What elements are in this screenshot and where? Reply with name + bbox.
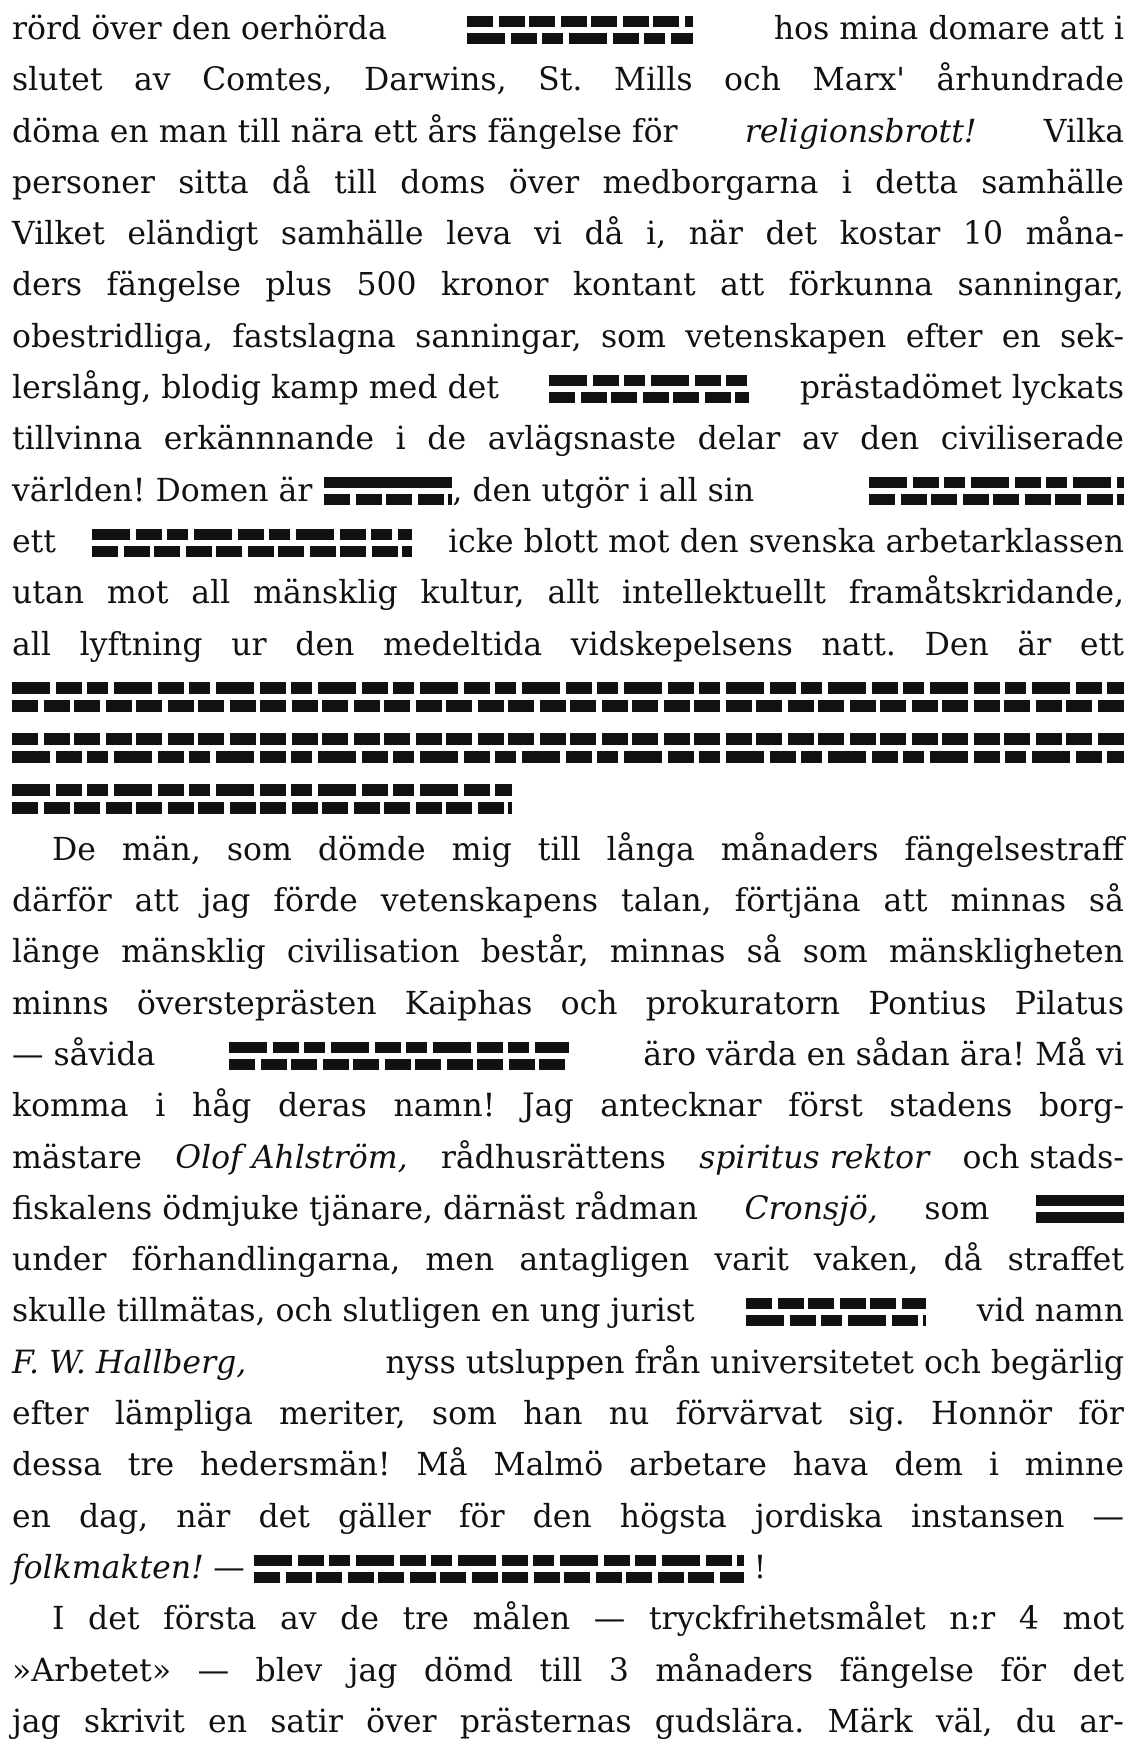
- word: för: [1078, 1396, 1124, 1433]
- word: förvärvat: [675, 1396, 823, 1433]
- word: för: [458, 1498, 505, 1535]
- word: de: [427, 421, 467, 458]
- word: och: [560, 985, 618, 1022]
- text-segment: som: [924, 1190, 990, 1227]
- word: Pilatus: [1014, 985, 1124, 1022]
- text-line: [12, 620, 1124, 671]
- word: översteprästen: [136, 985, 377, 1022]
- word: medborgarna: [602, 164, 819, 201]
- word: första: [163, 1601, 257, 1638]
- word: över: [366, 1703, 437, 1740]
- word: fängelse: [839, 1652, 974, 1689]
- word: kultur,: [420, 575, 525, 612]
- censored-text: [746, 1298, 926, 1326]
- word: förtjäna: [734, 883, 861, 920]
- word: Må: [416, 1447, 468, 1484]
- word: förde: [273, 883, 358, 920]
- text-segment: lerslång, blodig kamp med det: [12, 370, 499, 407]
- censored-text: [12, 682, 1124, 712]
- word: straffet: [1007, 1242, 1124, 1279]
- word: gäller: [337, 1498, 431, 1535]
- word: kostar: [839, 216, 941, 253]
- word: hava: [792, 1447, 869, 1484]
- word: det: [258, 1498, 310, 1535]
- censored-text: [254, 1555, 744, 1583]
- text-line: [12, 158, 1124, 209]
- word: kontant: [572, 267, 696, 304]
- word: den: [532, 1498, 592, 1535]
- word: instansen: [911, 1498, 1065, 1535]
- censored-text: [869, 477, 1124, 505]
- word: först: [788, 1088, 863, 1125]
- word: utan: [12, 575, 85, 612]
- word: skrivit: [83, 1703, 185, 1740]
- word: därför: [12, 883, 112, 920]
- word: Pontius: [868, 985, 987, 1022]
- word: tre: [402, 1601, 449, 1638]
- word: antecknar: [600, 1088, 762, 1125]
- text-line: [12, 1492, 1124, 1543]
- word: stadens: [889, 1088, 1013, 1125]
- word: ders: [12, 267, 83, 304]
- word: sanningar,: [415, 318, 582, 355]
- word: satir: [270, 1703, 343, 1740]
- word: så: [746, 934, 782, 971]
- word: den: [860, 421, 920, 458]
- censored-line: [12, 671, 1124, 722]
- italic-name: Olof Ahlström,: [175, 1139, 408, 1176]
- text-segment: ett: [12, 523, 56, 560]
- word: mänskligheten: [888, 934, 1124, 971]
- text-line: [12, 1543, 1124, 1594]
- word: håg: [192, 1088, 252, 1125]
- word: Honnör: [931, 1396, 1053, 1433]
- censored-line: [12, 773, 1124, 824]
- word: delar: [697, 421, 781, 458]
- word: som: [600, 318, 666, 355]
- text-line: [12, 1338, 1124, 1389]
- word: eländigt: [127, 216, 259, 253]
- text-segment: , den utgör i all sin: [452, 472, 755, 509]
- word: —: [1092, 1498, 1124, 1535]
- word: Vilket: [12, 216, 105, 253]
- word: talan,: [621, 883, 712, 920]
- text-line: [12, 1133, 1124, 1184]
- word: vaken,: [813, 1242, 919, 1279]
- censored-text: [549, 375, 749, 403]
- word: förhandlingarna,: [131, 1242, 401, 1279]
- censored-text: [92, 529, 412, 557]
- word: tryckfrihetsmålet: [648, 1601, 926, 1638]
- text-line: [12, 1697, 1124, 1748]
- word: I: [52, 1601, 65, 1638]
- word: samhälle: [280, 216, 424, 253]
- word: tre: [127, 1447, 175, 1484]
- censored-text: [12, 733, 1124, 763]
- word: mänsklig: [253, 575, 398, 612]
- text-line: [12, 1594, 1124, 1645]
- word: dag,: [79, 1498, 149, 1535]
- word: till: [537, 831, 581, 868]
- word: De: [52, 831, 96, 868]
- word: civiliserade: [940, 421, 1124, 458]
- word: framåtskridande,: [848, 575, 1124, 612]
- word: då: [271, 164, 311, 201]
- text-segment: nyss utsluppen från universitetet och begärlig: [385, 1344, 1124, 1381]
- word: jag: [348, 1652, 398, 1689]
- word: St.: [538, 62, 583, 99]
- text-line: [12, 568, 1124, 619]
- word: men: [425, 1242, 495, 1279]
- text-segment: rådhusrättens: [440, 1139, 666, 1176]
- word: komma: [12, 1088, 129, 1125]
- text-line: [12, 1440, 1124, 1491]
- word: dessa: [12, 1447, 102, 1484]
- word: i: [841, 164, 852, 201]
- word: Comtes,: [202, 62, 333, 99]
- word: i: [988, 1447, 999, 1484]
- word: Malmö: [493, 1447, 604, 1484]
- text-segment: Vilka: [1043, 113, 1124, 150]
- word: hedersmän!: [200, 1447, 391, 1484]
- word: meriter,: [279, 1396, 406, 1433]
- text-segment: skulle tillmätas, och slutligen en ung jurist: [12, 1293, 695, 1330]
- word: är: [1017, 626, 1052, 663]
- word: under: [12, 1242, 107, 1279]
- word: och: [724, 62, 781, 99]
- word: då: [943, 1242, 983, 1279]
- word: Kaiphas: [404, 985, 533, 1022]
- censored-text: [12, 784, 512, 814]
- text-segment: !: [753, 1549, 767, 1586]
- word: att: [134, 883, 179, 920]
- word: som: [431, 1396, 497, 1433]
- word: minns: [12, 985, 109, 1022]
- text-line: [12, 825, 1124, 876]
- word: minne: [1024, 1447, 1124, 1484]
- word: högsta: [619, 1498, 727, 1535]
- text-segment: —: [213, 1549, 245, 1586]
- word: de: [340, 1601, 379, 1638]
- word: Darwins,: [364, 62, 507, 99]
- word: när: [176, 1498, 231, 1535]
- text-segment: världen! Domen är: [12, 472, 313, 509]
- text-line: [12, 1030, 1124, 1081]
- italic-text: religionsbrott!: [744, 113, 977, 150]
- text-line: [12, 414, 1124, 465]
- word: sig.: [848, 1396, 905, 1433]
- word: jag: [201, 883, 251, 920]
- text-line: [12, 1081, 1124, 1132]
- word: månaders: [655, 1652, 814, 1689]
- word: att: [720, 267, 765, 304]
- word: varit: [714, 1242, 789, 1279]
- word: borg-: [1038, 1088, 1124, 1125]
- text-line: [12, 1235, 1124, 1286]
- word: allt: [547, 575, 600, 612]
- word: erkännnande: [163, 421, 375, 458]
- word: kronor: [441, 267, 549, 304]
- italic-text: spiritus rektor: [699, 1139, 930, 1176]
- word: så: [1088, 883, 1124, 920]
- word: intellektuellt: [621, 575, 826, 612]
- word: prästernas: [459, 1703, 632, 1740]
- word: n:r: [949, 1601, 996, 1638]
- word: att: [883, 883, 928, 920]
- text-segment: döma en man till nära ett års fängelse för: [12, 113, 678, 150]
- text-segment: rörd över den oerhörda: [12, 11, 387, 47]
- word: Marx': [812, 62, 905, 99]
- text-line: [12, 466, 1124, 517]
- censored-line: [12, 722, 1124, 773]
- word: en: [208, 1703, 247, 1740]
- word: avlägsnaste: [487, 421, 676, 458]
- text-line: [12, 979, 1124, 1030]
- text-line: [12, 107, 1124, 158]
- word: medeltida: [383, 626, 543, 663]
- word: sanningar,: [957, 267, 1124, 304]
- word: förkunna: [788, 267, 934, 304]
- word: mig: [451, 831, 512, 868]
- word: för: [1000, 1652, 1047, 1689]
- word: långa: [606, 831, 695, 868]
- word: består,: [480, 934, 589, 971]
- word: mot: [106, 575, 169, 612]
- word: Jag: [522, 1088, 574, 1125]
- word: blev: [255, 1652, 323, 1689]
- italic-name: Cronsjö,: [744, 1190, 878, 1227]
- word: jag: [12, 1703, 61, 1740]
- word: lyftning: [79, 626, 203, 663]
- word: väl,: [935, 1703, 993, 1740]
- text-line: [12, 927, 1124, 978]
- word: dömde: [317, 831, 426, 868]
- word: efter: [12, 1396, 89, 1433]
- word: i,: [646, 216, 667, 253]
- word: Den: [924, 626, 989, 663]
- word: till: [334, 164, 378, 201]
- word: antagligen: [519, 1242, 690, 1279]
- word: tillvinna: [12, 421, 143, 458]
- word: 4: [1018, 1601, 1039, 1638]
- document-page: [12, 4, 1124, 1748]
- word: lämpliga: [114, 1396, 253, 1433]
- word: Märk: [827, 1703, 913, 1740]
- word: av: [280, 1601, 317, 1638]
- text-line: [12, 209, 1124, 260]
- word: namn!: [393, 1088, 496, 1125]
- word: Mills: [613, 62, 693, 99]
- word: fastslagna: [232, 318, 396, 355]
- word: sek-: [1060, 318, 1124, 355]
- word: måna-: [1025, 216, 1124, 253]
- word: fängelsestraff: [904, 831, 1124, 868]
- text-line: [12, 363, 1124, 414]
- word: mot: [1062, 1601, 1124, 1638]
- text-line: [12, 260, 1124, 311]
- word: 500: [356, 267, 417, 304]
- text-segment: och stads-: [962, 1139, 1124, 1176]
- text-line: [12, 876, 1124, 927]
- word: det: [765, 216, 817, 253]
- text-line: [12, 1389, 1124, 1440]
- word: det: [88, 1601, 140, 1638]
- text-line: [12, 1646, 1124, 1697]
- word: som: [226, 831, 292, 868]
- censored-text: [1036, 1195, 1124, 1223]
- word: vi: [534, 216, 562, 253]
- text-line: [12, 1184, 1124, 1235]
- word: vetenskapens: [380, 883, 599, 920]
- word: nu: [608, 1396, 650, 1433]
- word: 10: [962, 216, 1004, 253]
- word: samhälle: [981, 164, 1124, 201]
- text-segment: fiskalens ödmjuke tjänare, därnäst rådman: [12, 1190, 698, 1227]
- text-segment: prästadömet lyckats: [799, 370, 1124, 407]
- word: män,: [121, 831, 201, 868]
- word: vetenskapen: [685, 318, 887, 355]
- word: —: [197, 1652, 230, 1689]
- word: länge: [12, 934, 100, 971]
- word: fängelse: [106, 267, 241, 304]
- word: av: [134, 62, 171, 99]
- word: natt.: [821, 626, 896, 663]
- word: över: [508, 164, 580, 201]
- word: efter: [905, 318, 983, 355]
- word: minnas: [609, 934, 726, 971]
- word: århundrade: [936, 62, 1124, 99]
- text-segment: vid namn: [976, 1293, 1124, 1330]
- word: vidskepelsens: [570, 626, 793, 663]
- italic-name: F. W. Hallberg,: [12, 1344, 247, 1381]
- word: det: [1072, 1652, 1124, 1689]
- word: månaders: [720, 831, 879, 868]
- word: jordiska: [754, 1498, 883, 1535]
- word: detta: [875, 164, 958, 201]
- word: plus: [265, 267, 333, 304]
- word: ett: [1079, 626, 1124, 663]
- word: dem: [894, 1447, 963, 1484]
- word: —: [593, 1601, 626, 1638]
- text-segment: hos mina domare att i: [773, 11, 1124, 47]
- text-segment: äro värda en sådan ära! Må vi: [643, 1036, 1124, 1073]
- word: av: [801, 421, 839, 458]
- word: slutet: [12, 62, 103, 99]
- word: som: [802, 934, 868, 971]
- word: en: [1001, 318, 1041, 355]
- text-segment: — såvida: [12, 1036, 156, 1073]
- word: då: [584, 216, 624, 253]
- word: målen: [472, 1601, 571, 1638]
- word: en: [12, 1498, 51, 1535]
- word: all: [12, 626, 51, 663]
- word: arbetare: [629, 1447, 767, 1484]
- word: dömd: [423, 1652, 514, 1689]
- word: den: [295, 626, 355, 663]
- word: ar-: [1079, 1703, 1124, 1740]
- word: till: [539, 1652, 583, 1689]
- word: mänsklig: [121, 934, 266, 971]
- text-line: [12, 312, 1124, 363]
- word: sitta: [178, 164, 249, 201]
- text-segment: icke blott mot den svenska arbetarklassen: [448, 523, 1124, 560]
- text-segment: mästare: [12, 1139, 142, 1176]
- word: obestridliga,: [12, 318, 213, 355]
- word: ur: [231, 626, 267, 663]
- word: i: [155, 1088, 166, 1125]
- word: gudslära.: [654, 1703, 805, 1740]
- word: civilisation: [286, 934, 460, 971]
- word: han: [523, 1396, 583, 1433]
- word: 3: [608, 1652, 629, 1689]
- word: doms: [400, 164, 486, 201]
- text-line: [12, 517, 1124, 568]
- word: leva: [446, 216, 512, 253]
- word: all: [191, 575, 231, 612]
- word: när: [688, 216, 743, 253]
- word: i: [395, 421, 406, 458]
- censored-text: [229, 1042, 569, 1070]
- word: deras: [277, 1088, 367, 1125]
- word: »Arbetet»: [12, 1652, 172, 1689]
- italic-text: folkmakten!: [12, 1549, 204, 1586]
- word: personer: [12, 164, 155, 201]
- text-line: [12, 1286, 1124, 1337]
- text-line: [12, 55, 1124, 106]
- word: minnas: [950, 883, 1066, 920]
- text-line: [12, 4, 1124, 55]
- word: du: [1015, 1703, 1057, 1740]
- word: prokuratorn: [645, 985, 841, 1022]
- censored-text: [467, 16, 693, 44]
- censored-text: [324, 477, 452, 505]
